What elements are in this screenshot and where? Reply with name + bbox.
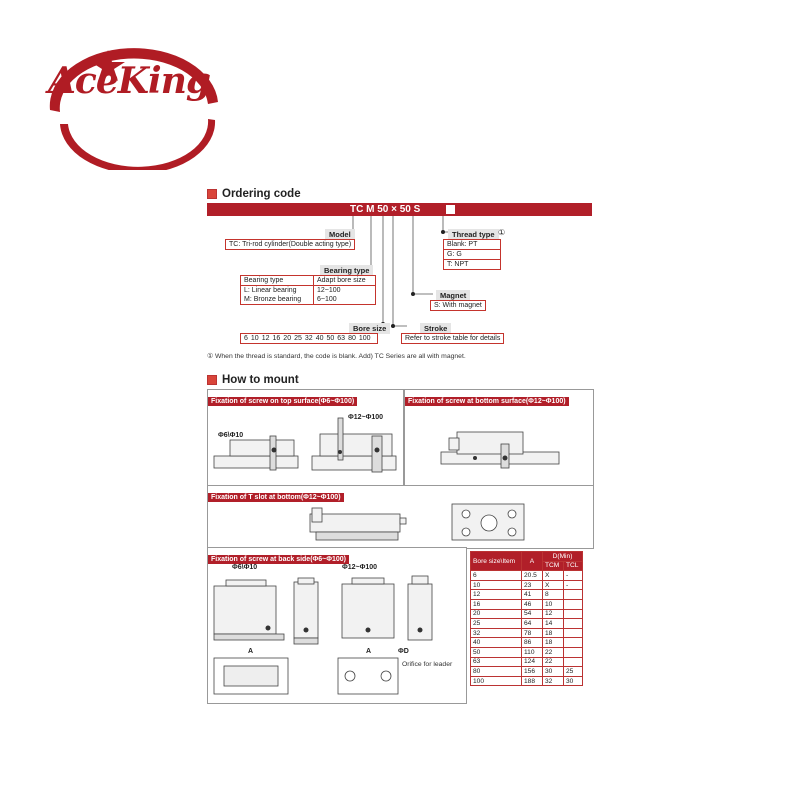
table-cell: 188 [522,676,543,686]
table-cell: 78 [522,628,543,638]
table-row [471,590,583,600]
table-cell: 100 [471,676,522,686]
table-cell [564,628,583,638]
table-cell: 30 [564,676,583,686]
table-cell [564,590,583,600]
bore-value: 50 [326,335,335,342]
bearing-row [241,295,375,304]
table-cell: 40 [471,638,522,648]
model-desc: TC: Tri-rod cylinder(Double acting type) [229,241,352,248]
model-label: Model [325,229,355,240]
table-cell: 30 [543,667,564,677]
thread-option: T: NPT [447,261,469,268]
ordering-title: Ordering code [222,188,301,200]
dim-large-bore: Φ12~Φ100 [342,564,378,571]
brand-name: AceKing [48,60,211,102]
dim-large-bore: Φ12~Φ100 [348,414,384,421]
th-d-min: D(Min) [543,552,583,562]
panel-bottom-screw-title: Fixation of screw at bottom surface(Φ12~Φ100) [405,397,569,406]
thread-label: Thread type [448,229,499,240]
ordering-footnote: ① When the thread is standard, the code is blank. Add) TC Series are all with magnet. [207,353,466,360]
dim-d: ΦD [398,648,409,655]
dim-a-left: A [248,648,254,655]
table-cell: 12 [471,590,522,600]
table-cell: 50 [471,647,522,657]
bore-values [241,334,377,343]
table-cell: 10 [471,580,522,590]
table-cell: 22 [543,647,564,657]
thread-box [443,239,501,270]
table-cell: 10 [543,599,564,609]
table-row [471,619,583,629]
dim-small-bore: Φ6\Φ10 [232,564,258,571]
table-cell: - [564,580,583,590]
bearing-table [240,275,376,305]
dim-small-bore: Φ6\Φ10 [218,432,244,439]
table-cell: 12 [543,609,564,619]
table-cell: 20.5 [522,571,543,581]
stroke-label: Stroke [420,323,451,334]
bore-value: 10 [250,335,259,342]
table-row [471,676,583,686]
table-cell: 23 [522,580,543,590]
bearing-header-type: Bearing type [241,276,314,285]
bearing-type-cell: L: Linear bearing [241,286,314,295]
table-cell [564,638,583,648]
table-cell: - [564,571,583,581]
bore-label: Bore size [349,323,390,334]
code-text: TC M 50 × 50 S [350,204,421,215]
table-row [471,599,583,609]
bore-box [240,333,378,344]
table-cell: X [543,580,564,590]
thread-note-mark: ① [498,228,506,237]
code-bar [207,203,592,216]
top-screw-drawing [208,410,403,486]
code-blank-box [446,205,455,214]
table-cell: 54 [522,609,543,619]
back-screw-drawing [208,574,466,702]
table-cell: 25 [564,667,583,677]
mount-title: How to mount [222,374,299,386]
table-cell: X [543,571,564,581]
magnet-box [430,300,486,311]
ordering-title-row [207,188,301,200]
table-cell: 63 [471,657,522,667]
bearing-row [241,286,375,295]
th-tcm: TCM [543,561,564,571]
table-row [471,647,583,657]
panel-bottom-screw [404,389,594,487]
magnet-label: Magnet [436,290,470,301]
table-cell: 16 [471,599,522,609]
bore-value: 40 [315,335,324,342]
bore-value: 12 [261,335,270,342]
bearing-type-cell: M: Bronze bearing [241,295,314,304]
thread-option: Blank: PT [444,240,500,250]
table-cell: 18 [543,638,564,648]
table-cell [564,657,583,667]
bearing-header-row [241,276,375,286]
table-cell [564,599,583,609]
table-cell: 32 [471,628,522,638]
table-cell: 20 [471,609,522,619]
table-cell: 110 [522,647,543,657]
panel-t-slot-title: Fixation of T slot at bottom(Φ12~Φ100) [208,493,344,502]
table-cell: 46 [522,599,543,609]
bore-value: 63 [337,335,346,342]
model-box [225,239,355,250]
bore-value: 32 [304,335,313,342]
bore-value: 6 [244,335,248,342]
bore-value: 80 [348,335,356,342]
table-row [471,580,583,590]
table-cell: 80 [471,667,522,677]
bearing-label: Bearing type [320,265,373,276]
thread-option: G: G [444,250,500,260]
table-row [471,667,583,677]
table-cell: 14 [543,619,564,629]
table-cell: 22 [543,657,564,667]
bearing-bore-cell: 12~100 [317,287,341,294]
dimension-table-wrap [470,551,583,686]
table-row [471,657,583,667]
bore-value: 20 [283,335,292,342]
orifice-label: Orifice for leader [402,661,453,668]
panel-top-screw [207,389,404,487]
dimension-table [470,551,583,686]
table-cell [564,609,583,619]
table-cell: 8 [543,590,564,600]
th-bore-size: Bore size\Item [471,552,522,571]
square-bullet-icon [207,375,217,385]
bore-value: 16 [272,335,281,342]
table-row [471,609,583,619]
magnet-desc: S: With magnet [434,302,482,309]
table-row [471,571,583,581]
table-cell: 6 [471,571,522,581]
bottom-screw-drawing [405,408,593,484]
bearing-bore-cell: 6~100 [317,296,337,303]
dim-a-right: A [366,648,372,655]
table-row [471,638,583,648]
bore-value: 100 [358,335,371,342]
mount-title-row [207,374,299,386]
table-cell: 64 [522,619,543,629]
th-tcl: TCL [564,561,583,571]
panel-back-screw [207,547,467,704]
table-cell: 18 [543,628,564,638]
table-cell [564,647,583,657]
stroke-box [401,333,504,344]
table-cell: 41 [522,590,543,600]
stroke-desc: Refer to stroke table for details [405,335,501,342]
panel-t-slot [207,485,594,549]
th-a: A [522,552,543,571]
table-header-row [471,552,583,562]
bearing-header-bore: Adapt bore size [317,277,366,284]
t-slot-drawing [208,496,593,548]
square-bullet-icon [207,189,217,199]
bore-value: 25 [294,335,302,342]
table-row [471,628,583,638]
table-cell: 156 [522,667,543,677]
table-cell: 32 [543,676,564,686]
table-cell: 25 [471,619,522,629]
panel-back-screw-title: Fixation of screw at back side(Φ6~Φ100) [208,555,349,564]
panel-top-screw-title: Fixation of screw on top surface(Φ6~Φ100) [208,397,357,406]
table-cell: 86 [522,638,543,648]
table-cell: 124 [522,657,543,667]
table-cell [564,619,583,629]
